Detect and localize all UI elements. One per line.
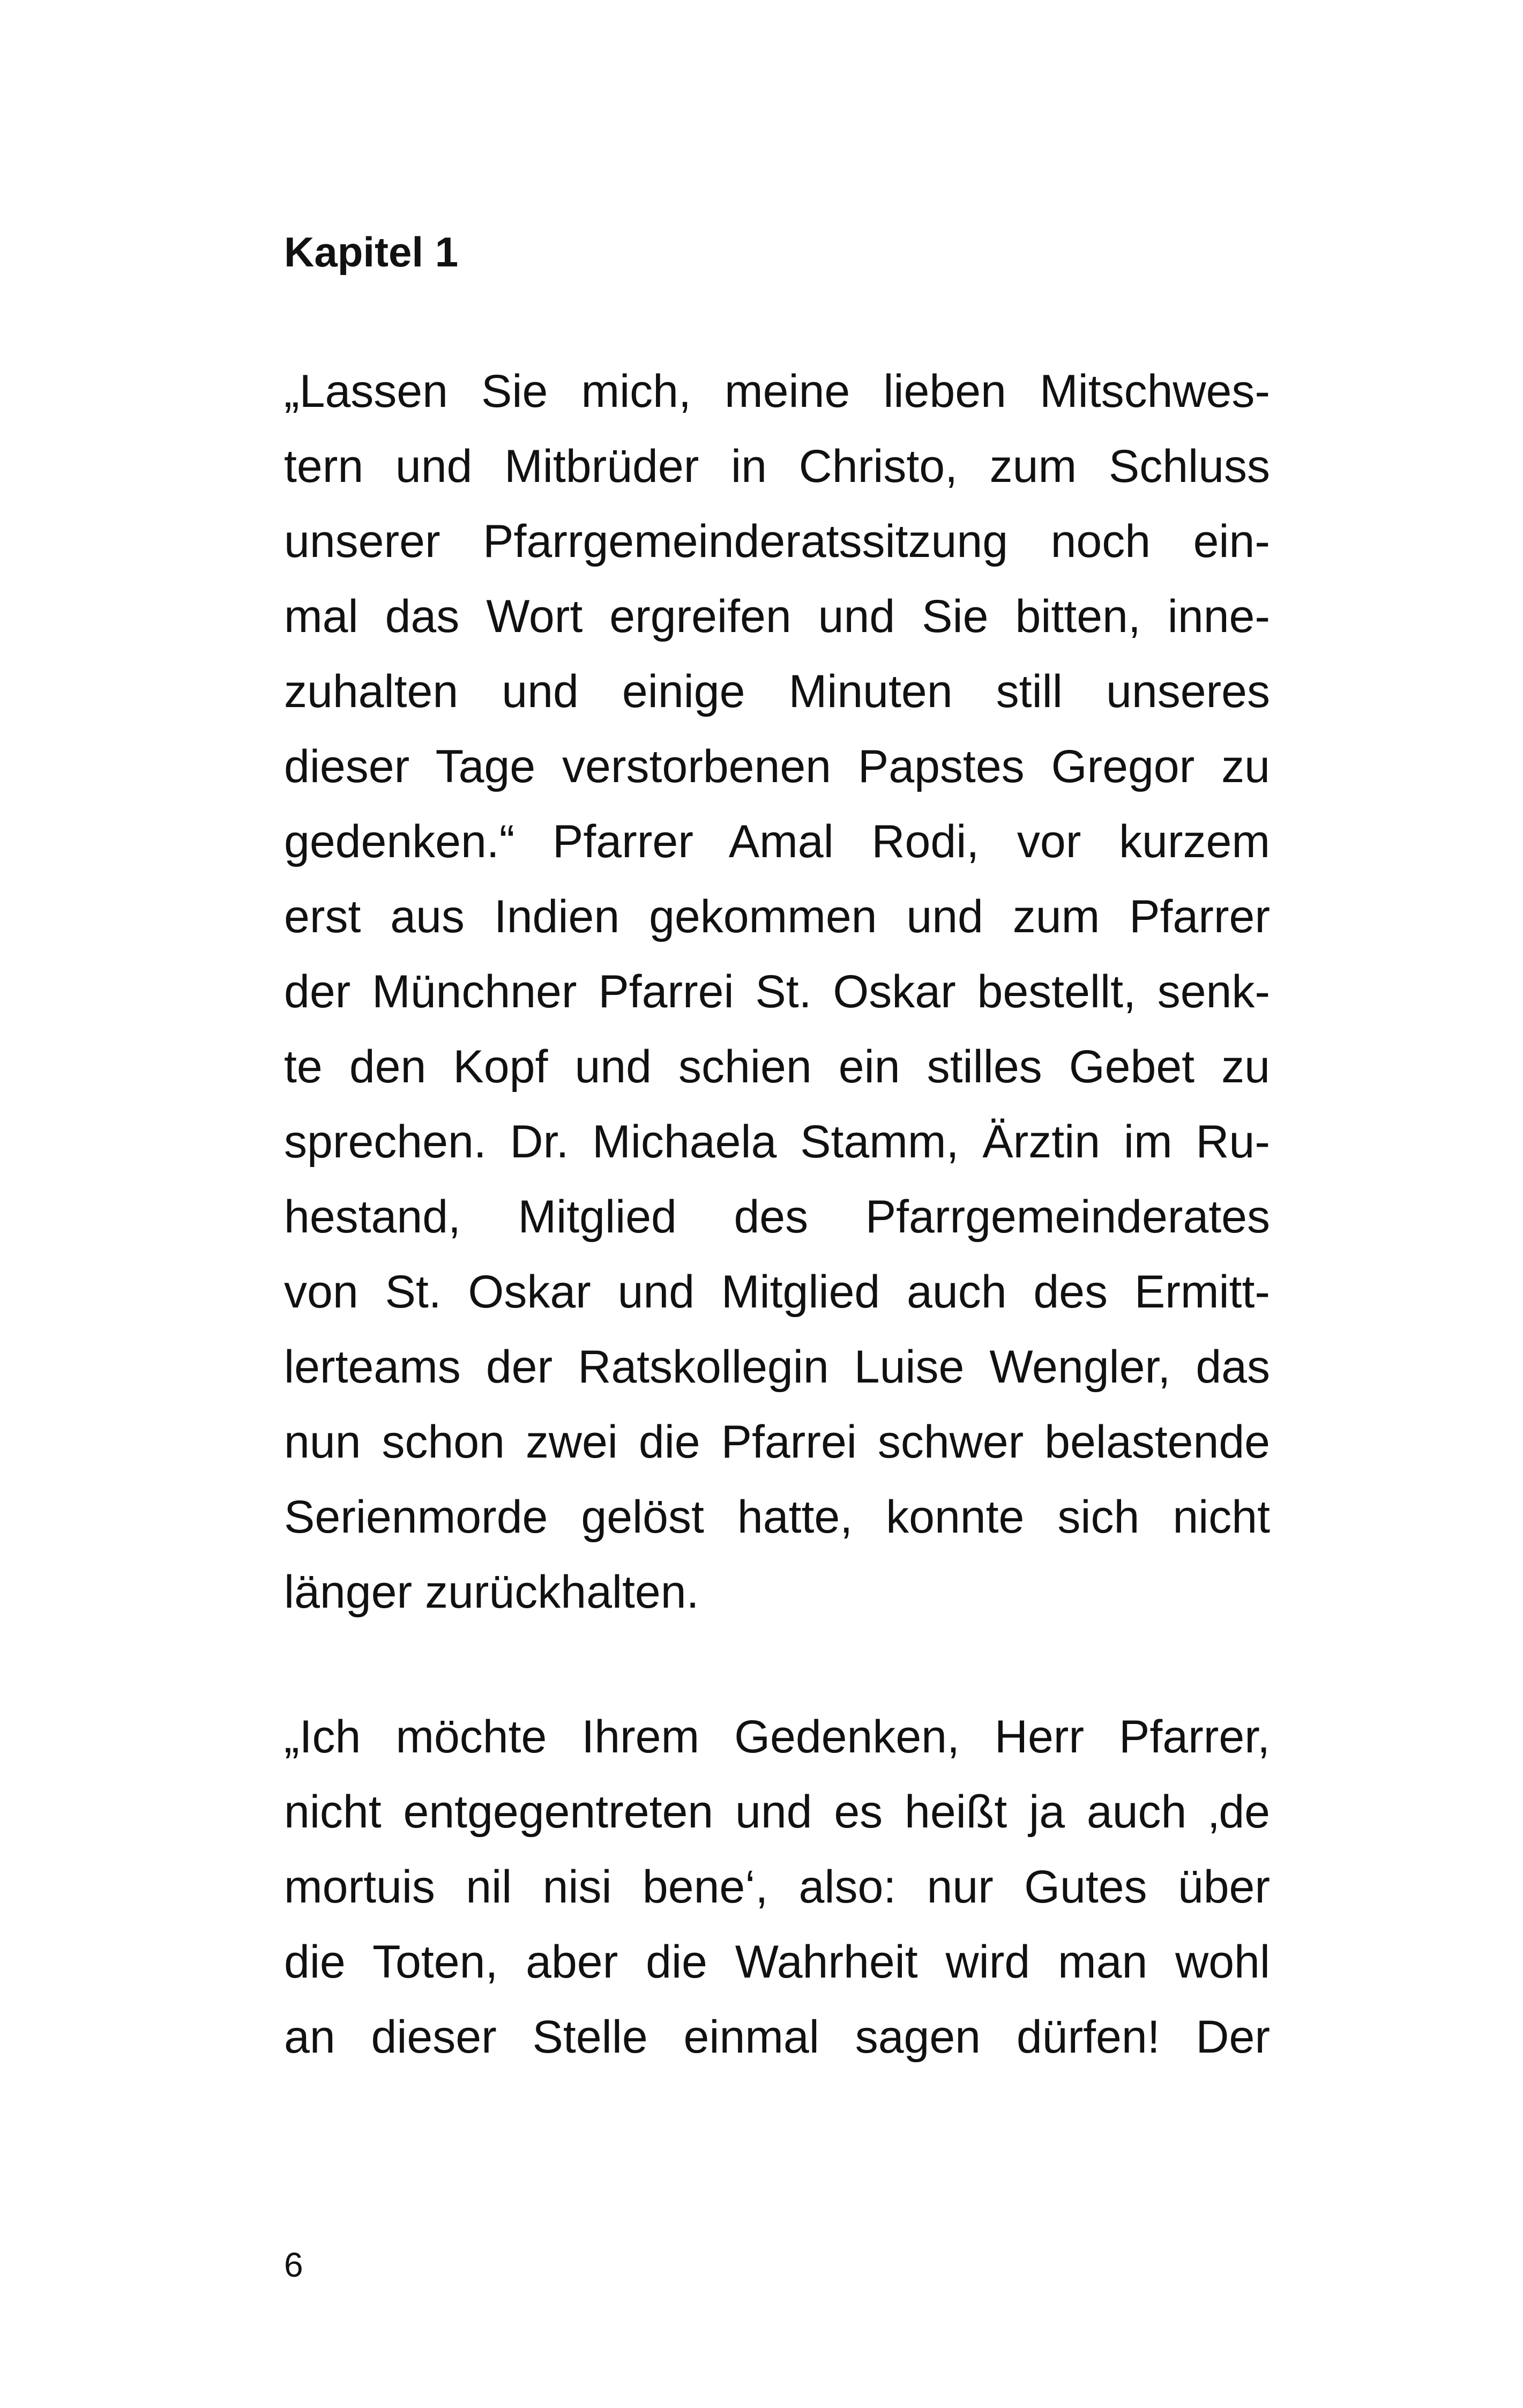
paragraph-line: Serienmorde gelöst hatte, konnte sich nicht xyxy=(284,1491,1270,1543)
paragraph-line: nicht entgegentreten und es heißt ja auch ‚de xyxy=(284,1786,1270,1838)
paragraph-line: länger zurückhalten. xyxy=(284,1566,699,1618)
paragraph-line: tern und Mitbrüder in Christo, zum Schluss xyxy=(284,441,1270,492)
chapter-title: Kapitel 1 xyxy=(284,228,459,276)
paragraph-line: erst aus Indien gekommen und zum Pfarrer xyxy=(284,891,1270,942)
paragraph-1 xyxy=(284,354,1270,1630)
paragraph-line: der Münchner Pfarrei St. Oskar bestellt, senk- xyxy=(284,966,1270,1017)
paragraph-line: von St. Oskar und Mitglied auch des Ermitt- xyxy=(284,1266,1270,1318)
page-number: 6 xyxy=(284,2246,303,2284)
paragraph-2 xyxy=(284,1699,1270,2075)
paragraph-line: dieser Tage verstorbenen Papstes Gregor zu xyxy=(284,741,1270,792)
paragraph-line: gedenken.“ Pfarrer Amal Rodi, vor kurzem xyxy=(284,816,1270,867)
paragraph-line: unserer Pfarrgemeinderatssitzung noch ein- xyxy=(284,516,1270,567)
paragraph-line: die Toten, aber die Wahrheit wird man wohl xyxy=(284,1936,1270,1988)
paragraph-line: sprechen. Dr. Michaela Stamm, Ärztin im Ru- xyxy=(284,1116,1270,1168)
paragraph-line: lerteams der Ratskollegin Luise Wengler, das xyxy=(284,1341,1270,1393)
paragraph-line: an dieser Stelle einmal sagen dürfen! Der xyxy=(284,2011,1270,2063)
paragraph-line: zuhalten und einige Minuten still unseres xyxy=(284,666,1270,717)
paragraph-line: „Ich möchte Ihrem Gedenken, Herr Pfarrer, xyxy=(284,1711,1270,1763)
paragraph-line: mortuis nil nisi bene‘, also: nur Gutes über xyxy=(284,1861,1270,1913)
paragraph-line: mal das Wort ergreifen und Sie bitten, inne- xyxy=(284,591,1270,642)
paragraph-line: hestand, Mitglied des Pfarrgemeinderates xyxy=(284,1191,1270,1243)
paragraph-line: nun schon zwei die Pfarrei schwer belastende xyxy=(284,1416,1270,1468)
paragraph-line: „Lassen Sie mich, meine lieben Mitschwes- xyxy=(284,366,1270,417)
paragraph-line: te den Kopf und schien ein stilles Gebet zu xyxy=(284,1041,1270,1092)
